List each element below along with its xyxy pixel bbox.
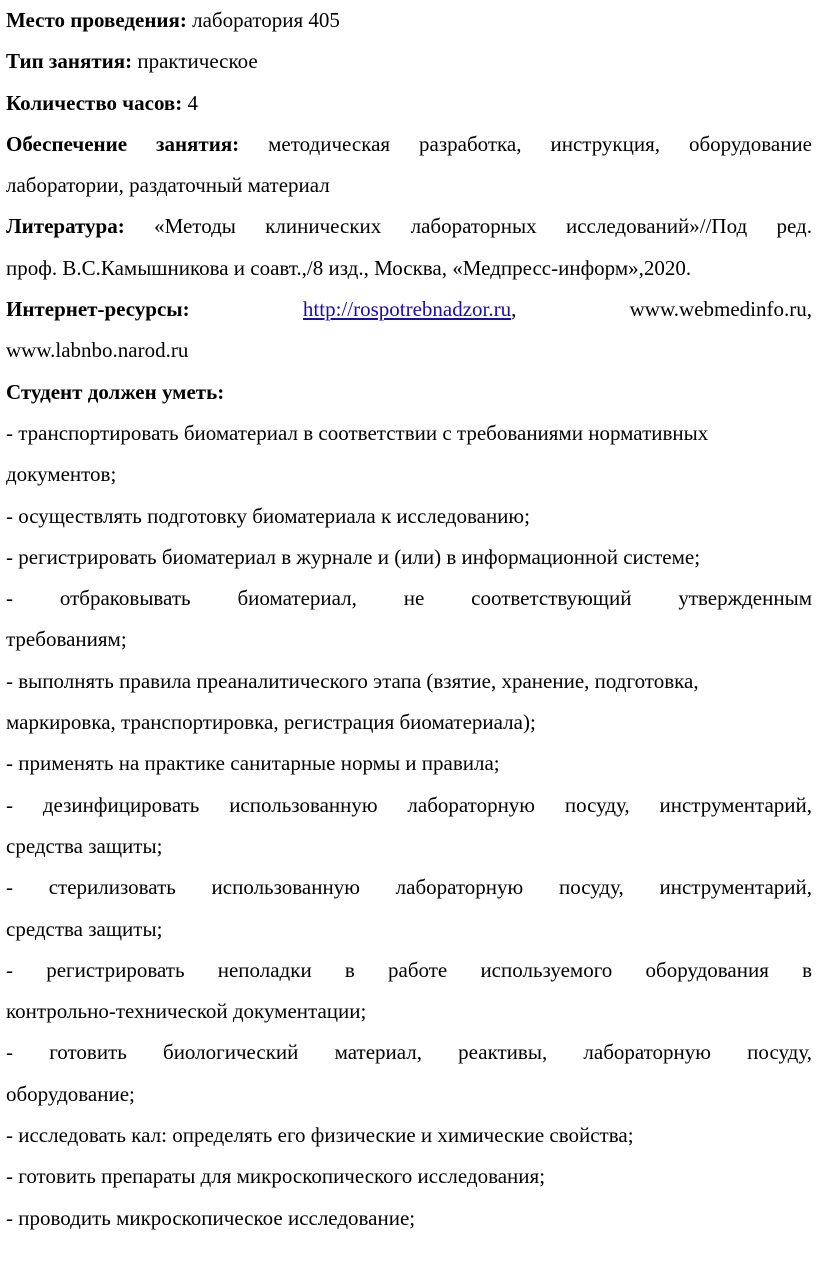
skills-heading: Студент должен уметь: [6,379,225,404]
skill-text: средства защиты; [6,916,163,941]
skill-line [6,1198,812,1239]
skill-text: контрольно-технической документации; [6,999,367,1024]
support-line-2 [6,165,812,206]
lesson-type-label: Тип занятия: [6,49,133,74]
labnbo-text: www.labnbo.narod.ru [6,338,189,363]
skill-text: - регистрировать биоматериал в журнале и (или) в информационной системе; [6,544,701,569]
venue-label: Место проведения: [6,8,187,32]
skill-text: - стерилизовать использованную лабораторную посуду, инструментарий, [6,875,812,900]
skill-line [6,702,812,743]
skill-line [6,950,812,991]
literature-text-2: проф. В.С.Камышникова и соавт.,/8 изд., Москва, «Медпресс-информ»,2020. [6,255,692,280]
lesson-type-value: практическое [137,49,258,74]
literature-text-1: «Методы клинических лабораторных исследований»//Под ред. [154,214,812,239]
internet-comma: , [511,297,517,322]
skill-line [6,909,812,950]
skill-text: - выполнять правила преаналитического этапа (взятие, хранение, подготовка, [6,668,699,693]
hours-line [6,83,812,124]
support-text-2: лаборатории, раздаточный материал [6,173,330,198]
skill-text: - дезинфицировать использованную лабораторную посуду, инструментарий, [6,792,812,817]
skill-text: оборудование; [6,1081,135,1106]
hours-value: 4 [187,90,199,115]
skill-text: - готовить препараты для микроскопического исследования; [6,1164,546,1189]
skill-text: - проводить микроскопическое исследование; [6,1205,416,1230]
skill-text: - осуществлять подготовку биоматериала к исследованию; [6,503,530,528]
internet-link-group [303,297,516,321]
internet-line-1 [6,289,812,330]
skill-text: маркировка, транспортировка, регистрация биоматериала); [6,710,536,735]
venue-line [6,0,812,41]
skill-text: средства защиты; [6,833,163,858]
rospotrebnadzor-link[interactable]: http://rospotrebnadzor.ru [302,297,512,322]
skill-text: - применять на практике санитарные нормы и правила; [6,751,500,776]
skill-line [6,867,812,908]
skill-line [6,826,812,867]
skill-line [6,1032,812,1073]
lesson-type-line [6,41,812,82]
internet-line-2 [6,330,812,371]
literature-line-2 [6,248,812,289]
literature-label: Литература: [6,214,125,239]
literature-line-1 [6,206,812,247]
skill-text: - отбраковывать биоматериал, не соответствующий утвержденным [6,586,812,611]
support-text-1: методическая разработка, инструкция, оборудование [268,131,812,156]
skill-text: - транспортировать биоматериал в соответствии с требованиями нормативных [6,420,709,445]
skill-line [6,496,812,537]
skill-text: требованиям; [6,627,127,652]
skill-text: - регистрировать неполадки в работе используемого оборудования в [6,957,812,982]
skill-line [6,661,812,702]
skills-heading-line [6,372,812,413]
skill-line [6,454,812,495]
internet-label: Интернет-ресурсы: [6,297,190,322]
skill-text: - готовить биологический материал, реактивы, лабораторную посуду, [6,1040,812,1065]
skill-line [6,1074,812,1115]
hours-label: Количество часов: [6,90,183,115]
skill-text: документов; [6,462,117,487]
skill-line [6,578,812,619]
skill-line [6,785,812,826]
support-label: Обеспечение занятия: [6,131,240,156]
skill-line [6,619,812,660]
skill-line [6,743,812,784]
support-line-1 [6,124,812,165]
skill-line [6,1156,812,1197]
venue-value: лаборатория 405 [192,8,340,32]
skill-line [6,991,812,1032]
skill-line [6,413,812,454]
webmedinfo-text: www.webmedinfo.ru, [629,297,812,322]
skill-line [6,537,812,578]
skill-line [6,1115,812,1156]
skill-text: - исследовать кал: определять его физические и химические свойства; [6,1123,634,1148]
